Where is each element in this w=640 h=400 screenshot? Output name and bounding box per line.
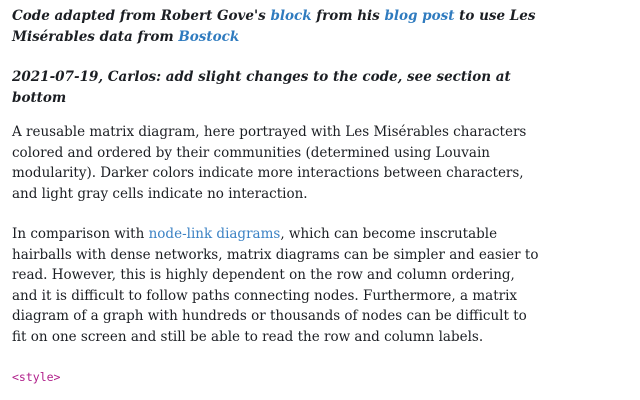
credit-text-3: to use Les Misérables data from: [12, 8, 536, 45]
credit-note: [12, 6, 542, 47]
blog-post-link[interactable]: blog post: [384, 8, 455, 24]
credit-text-1: Code adapted from Robert Gove's: [12, 8, 271, 24]
bostock-link[interactable]: Bostock: [178, 28, 240, 45]
style-code-cell[interactable]: <style>: [12, 370, 61, 384]
credit-text-2: from his: [311, 8, 385, 24]
date-note: 2021-07-19, Carlos: add slight changes to the code, see section at bottom: [12, 69, 511, 106]
block-link[interactable]: block: [270, 8, 312, 24]
node-link-diagrams-link[interactable]: node-link diagrams: [148, 226, 281, 242]
comparison-text-2: , which can become inscrutable hairballs with dense networks, matrix diagrams can be simpler and easier to read. However, this is highly dependent on the row and column ordering, and it is difficult to follow paths connecting nodes. Furthermore, a matrix diagram of a graph with hundreds or thousands of nodes can be difficult to fit on one screen and still be able to read the row and column labels.: [12, 226, 539, 345]
comparison-text-1: In comparison with: [12, 226, 149, 242]
comparison-paragraph: [12, 224, 542, 347]
description-paragraph: A reusable matrix diagram, here portrayed with Les Misérables characters colored and ordered by their communities (determined using Louvain modularity). Darker colors indicate more interactions between characters, and light gray cells indicate no interaction.: [12, 124, 527, 202]
notebook-content: [12, 6, 542, 347]
